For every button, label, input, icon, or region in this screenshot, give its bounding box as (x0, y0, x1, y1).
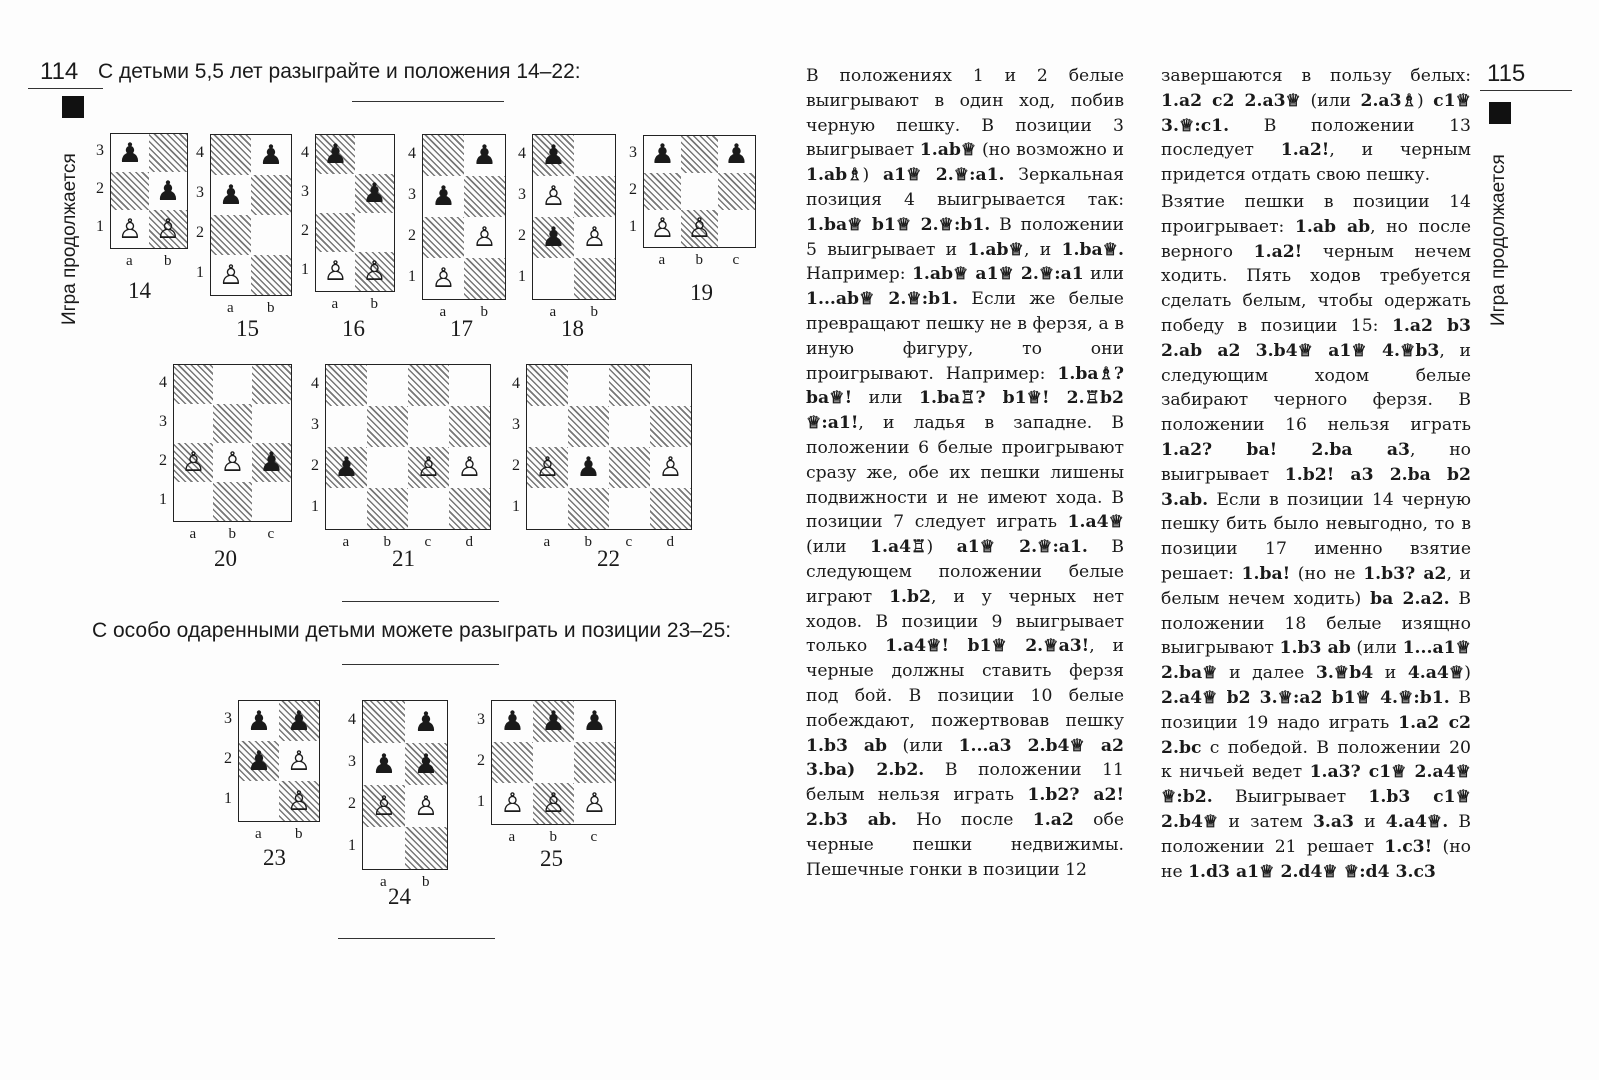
diagram-number: 24 (388, 884, 411, 909)
board-square (492, 742, 533, 783)
diagram-number: 19 (690, 280, 713, 305)
board-square (492, 783, 533, 824)
black-pawn-icon: ♟ (541, 706, 566, 737)
file-label: c (267, 526, 275, 542)
rank-label: 3 (512, 415, 520, 433)
file-label: a (439, 304, 447, 320)
board-square (650, 447, 691, 488)
board-square (568, 488, 609, 529)
white-pawn-icon: ♙ (413, 790, 439, 822)
board-square (609, 488, 650, 529)
board-square (355, 135, 394, 174)
board-square (718, 210, 755, 247)
board-square (355, 213, 394, 252)
board-square (405, 743, 447, 785)
board-square (363, 743, 405, 785)
text-paragraph: В положениях 1 и 2 белые выигрывают в один ход, побив черную пешку. В позиции 3 выигрывает 1.ab♕ (но возможно и 1.ab♗) a1♕ 2.♕:a1. Зеркальная позиция 4 выигрывается так: 1.ba♕ b1♕ 2.♕:b1. В положении 5 выигрывает и 1.ab♕, и 1.ba♕. Например: 1.ab♕ a1♕ 2.♕:a1 или 1...ab♕ 2.♕:b1. Если же белые превращают пешку не в ферзя, а в иную фигуру, то они проигрывают. Например: 1.ba♗? ba♕! или 1.ba♖? b1♕! 2.♖b2 ♕:a1!, и ладья в западне. В положении 6 белые проигрывают сразу же, обе их пешки лишены подвижности и не имеют хода. В позиции 7 следует играть 1.a4♕ (или 1.a4♖) a1♕ 2.♕:a1. В следующем положении белые играют 1.b2, и у черных нет ходов. В позиции 9 выигрывает только 1.a4♕! b1♕ 2.♕a3!, и черные должны ставить ферзя под бой. В позиции 10 белые побеждают, пожертвовав пешку 1.b3 ab (или 1...a3 2.b4♕ a2 3.ba) 2.b2. В положении 11 белым нельзя играть 1.b2? a2! 2.b3 ab. Но после 1.a2 обе черные пешки недвижимы. Пешечные гонки в позиции 12 (806, 66, 1125, 880)
board-square (211, 175, 251, 215)
board-square (363, 701, 405, 743)
rank-label: 3 (408, 185, 416, 203)
board-square (609, 406, 650, 447)
board-square (644, 210, 681, 247)
board-square (239, 741, 279, 781)
white-pawn-icon: ♙ (687, 213, 712, 244)
rank-label: 3 (159, 412, 167, 430)
black-pawn-icon: ♟ (246, 705, 272, 737)
file-label: b (549, 829, 557, 845)
header-rule-left (28, 88, 103, 89)
board-square (174, 443, 213, 482)
board-square (681, 173, 718, 210)
board-square (367, 488, 408, 529)
board-square (568, 365, 609, 406)
rank-label: 2 (512, 456, 520, 474)
file-label: a (549, 304, 557, 320)
rank-label: 1 (301, 260, 309, 278)
chess-diagram-15 (210, 134, 292, 296)
board-square (326, 447, 367, 488)
chess-diagram-19 (643, 135, 756, 248)
board-square (527, 447, 568, 488)
board-square (211, 255, 251, 295)
rank-label: 1 (96, 218, 104, 235)
board-square (405, 701, 447, 743)
board-square (251, 215, 291, 255)
file-label: a (342, 534, 350, 550)
rank-label: 1 (196, 264, 204, 281)
chess-diagram-18 (532, 134, 616, 300)
board-square (574, 176, 615, 217)
board-square (464, 258, 505, 299)
board-square (239, 781, 279, 821)
black-pawn-icon: ♟ (541, 140, 566, 171)
page-number-right: 115 (1487, 60, 1526, 87)
rank-label: 2 (159, 451, 167, 469)
rank-label: 2 (96, 180, 104, 197)
white-pawn-icon: ♙ (582, 222, 607, 253)
board-square (405, 785, 447, 827)
chess-diagram-21 (325, 364, 491, 530)
board-square (111, 210, 149, 248)
file-label: b (295, 826, 303, 842)
black-pawn-icon: ♟ (431, 181, 456, 212)
file-label: b (480, 304, 488, 320)
file-label: b (370, 296, 378, 312)
board-square (174, 482, 213, 521)
board-square (408, 406, 449, 447)
board-square (574, 783, 615, 824)
rank-label: 1 (629, 217, 637, 235)
chess-diagram-16 (315, 134, 395, 292)
rank-label: 2 (196, 224, 204, 241)
black-pawn-icon: ♟ (724, 139, 749, 170)
diagram-number: 14 (128, 278, 151, 303)
board-square (316, 252, 355, 291)
black-pawn-icon: ♟ (582, 706, 607, 737)
rank-label: 1 (311, 497, 319, 515)
board-square (609, 447, 650, 488)
board-square (355, 252, 394, 291)
rank-label: 1 (348, 837, 356, 854)
white-pawn-icon: ♙ (416, 452, 441, 483)
board-square (574, 742, 615, 783)
rank-label: 2 (224, 750, 232, 767)
board-square (533, 783, 574, 824)
board-square (644, 173, 681, 210)
black-pawn-icon: ♟ (650, 139, 675, 170)
board-square (423, 176, 464, 217)
file-label: b (695, 252, 703, 268)
board-square (718, 173, 755, 210)
board-square (213, 443, 252, 482)
text-column-1 (806, 64, 1124, 882)
diagram-number: 22 (597, 546, 620, 571)
file-label: c (424, 534, 432, 550)
section-marker-left (62, 96, 84, 118)
board-square (533, 135, 574, 176)
board-square (650, 488, 691, 529)
file-label: a (331, 296, 339, 312)
board-square (326, 365, 367, 406)
board-square (681, 210, 718, 247)
side-title-right: Игра продолжается (1488, 154, 1509, 326)
board-square (464, 135, 505, 176)
board-square (533, 742, 574, 783)
text-paragraph: завершаются в пользу белых: 1.a2 c2 2.a3♕ (или 2.a3♗) c1♕ 3.♕:c1. В положении 13 последует 1.a2!, и черным придется отдать свою пешку. (1161, 66, 1472, 186)
white-pawn-icon: ♙ (541, 181, 566, 212)
board-square (326, 488, 367, 529)
board-square (568, 447, 609, 488)
board-square (423, 217, 464, 258)
divider-middle (342, 601, 499, 602)
board-square (367, 447, 408, 488)
rank-label: 3 (348, 753, 356, 770)
rank-label: 2 (311, 456, 319, 474)
board-square (527, 406, 568, 447)
file-label: c (590, 829, 598, 845)
chess-diagram-14 (110, 133, 188, 249)
section-heading-2: С особо одаренными детьми можете разыграть и позиции 23–25: (92, 619, 732, 642)
black-pawn-icon: ♟ (371, 748, 397, 780)
text-column-2 (1161, 64, 1471, 884)
board-square (449, 488, 490, 529)
board-square (251, 135, 291, 175)
rank-label: 4 (196, 144, 204, 161)
rank-label: 3 (196, 184, 204, 201)
black-pawn-icon: ♟ (413, 748, 439, 780)
rank-label: 2 (629, 180, 637, 198)
rank-label: 1 (224, 790, 232, 807)
board-square (252, 482, 291, 521)
file-label: a (189, 526, 197, 542)
section-marker-right (1489, 102, 1511, 124)
file-label: a (255, 826, 262, 842)
file-label: b (267, 300, 275, 316)
divider-bottom (338, 938, 495, 939)
file-label: b (383, 534, 391, 550)
board-square (423, 258, 464, 299)
rank-label: 3 (96, 142, 104, 159)
file-label: a (126, 253, 133, 269)
rank-label: 1 (518, 267, 526, 285)
board-square (574, 258, 615, 299)
rank-label: 3 (311, 415, 319, 433)
rank-label: 3 (518, 185, 526, 203)
white-pawn-icon: ♙ (323, 256, 348, 287)
board-square (449, 447, 490, 488)
board-square (492, 701, 533, 742)
file-label: d (465, 534, 473, 550)
board-square (251, 175, 291, 215)
rank-label: 2 (301, 221, 309, 239)
white-pawn-icon: ♙ (218, 259, 244, 291)
black-pawn-icon: ♟ (500, 706, 525, 737)
white-pawn-icon: ♙ (457, 452, 482, 483)
file-label: b (590, 304, 598, 320)
divider-lower (342, 664, 499, 665)
rank-label: 1 (512, 497, 520, 515)
white-pawn-icon: ♙ (535, 452, 560, 483)
white-pawn-icon: ♙ (117, 213, 143, 245)
rank-label: 4 (518, 144, 526, 162)
board-square (174, 404, 213, 443)
rank-label: 2 (518, 226, 526, 244)
board-square (252, 443, 291, 482)
chess-diagram-23 (238, 700, 320, 822)
white-pawn-icon: ♙ (371, 790, 397, 822)
rank-label: 3 (301, 182, 309, 200)
board-square (211, 135, 251, 175)
diagram-number: 17 (450, 316, 473, 341)
board-square (111, 172, 149, 210)
white-pawn-icon: ♙ (155, 213, 181, 245)
board-square (464, 176, 505, 217)
diagram-number: 15 (236, 316, 259, 341)
board-square (111, 134, 149, 172)
divider-top (352, 101, 504, 102)
board-square (316, 174, 355, 213)
rank-label: 4 (159, 373, 167, 391)
text-paragraph: Взятие пешки в позиции 14 проигрывает: 1.ab ab, но после верного 1.a2! черным нечем ходить. Пять ходов требуется сделать белым, чтобы одержать победу в позиции 15: 1.a2 b3 2.ab a2 3.b4♕ a1♕ 4.♕b3, и следующим ходом белые забирают черного ферзя. В положении 16 нельзя играть 1.a2? ba! 2.ba a3, но выигрывает 1.b2! a3 2.ba b2 3.ab. Если в позиции 14 черную пешку бить было невыгодно, то в позиции 17 именно взятие решает: 1.ba! (но не 1.b3? a2, и белым нечем ходить) ba 2.a2. В положении 18 белые изящно выигрывают 1.b3 ab (или 1...a1♕ 2.ba♕ и далее 3.♕b4 и 4.a4♕) 2.a4♕ b2 3.♕:a2 b1♕ 4.♕:b1. В позиции 19 надо играть 1.a2 c2 2.bc с победой. В положении 20 к ничьей ведет 1.a3? c1♕ 2.a4♕ ♕:b2. Выигрывает 1.b3 c1♕ 2.b4♕ и затем 3.a3 и 4.a4♕. В положении 21 решает 1.c3! (но не 1.d3 a1♕ 2.d4♕ ♕:d4 3.c3 (1161, 191, 1472, 882)
side-title-left: Игра продолжается (59, 153, 80, 325)
black-pawn-icon: ♟ (334, 452, 359, 483)
rank-label: 4 (348, 711, 356, 728)
chess-diagram-20 (173, 364, 292, 522)
board-square (533, 258, 574, 299)
board-square (239, 701, 279, 741)
file-label: a (380, 874, 387, 890)
board-square (533, 701, 574, 742)
rank-label: 3 (477, 710, 485, 728)
rank-label: 1 (159, 490, 167, 508)
board-square (149, 210, 187, 248)
board-square (574, 217, 615, 258)
rank-label: 3 (629, 143, 637, 161)
chess-diagram-24 (362, 700, 448, 870)
white-pawn-icon: ♙ (472, 222, 497, 253)
board-square (279, 741, 319, 781)
board-square (363, 785, 405, 827)
section-heading-1: С детьми 5,5 лет разыграйте и положения 14–22: (98, 60, 581, 83)
board-square (533, 217, 574, 258)
board-square (449, 406, 490, 447)
rank-label: 1 (408, 267, 416, 285)
chess-diagram-22 (526, 364, 692, 530)
board-square (527, 365, 568, 406)
file-label: a (543, 534, 551, 550)
rank-label: 3 (224, 710, 232, 727)
board-square (316, 213, 355, 252)
diagram-number: 20 (214, 546, 237, 571)
board-square (574, 135, 615, 176)
board-square (464, 217, 505, 258)
white-pawn-icon: ♙ (541, 788, 566, 819)
board-square (367, 406, 408, 447)
board-square (574, 701, 615, 742)
file-label: b (422, 874, 430, 890)
board-square (174, 365, 213, 404)
black-pawn-icon: ♟ (155, 175, 181, 207)
board-square (681, 136, 718, 173)
rank-label: 4 (408, 144, 416, 162)
file-label: a (227, 300, 234, 316)
rank-label: 2 (348, 795, 356, 812)
board-square (650, 406, 691, 447)
white-pawn-icon: ♙ (286, 785, 312, 817)
board-square (609, 365, 650, 406)
board-square (211, 215, 251, 255)
black-pawn-icon: ♟ (323, 139, 348, 170)
file-label: a (658, 252, 666, 268)
rank-label: 4 (311, 374, 319, 392)
board-square (252, 365, 291, 404)
diagram-number: 23 (263, 845, 286, 870)
black-pawn-icon: ♟ (286, 705, 312, 737)
file-label: c (732, 252, 740, 268)
white-pawn-icon: ♙ (500, 788, 525, 819)
board-square (449, 365, 490, 406)
board-square (355, 174, 394, 213)
diagram-number: 18 (561, 316, 584, 341)
white-pawn-icon: ♙ (362, 256, 387, 287)
white-pawn-icon: ♙ (286, 745, 312, 777)
black-pawn-icon: ♟ (472, 140, 497, 171)
board-square (213, 482, 252, 521)
white-pawn-icon: ♙ (431, 263, 456, 294)
black-pawn-icon: ♟ (541, 222, 566, 253)
black-pawn-icon: ♟ (259, 447, 284, 478)
white-pawn-icon: ♙ (181, 447, 206, 478)
black-pawn-icon: ♟ (413, 706, 439, 738)
diagram-number: 16 (342, 316, 365, 341)
board-square (718, 136, 755, 173)
rank-label: 4 (301, 143, 309, 161)
file-label: b (584, 534, 592, 550)
board-square (408, 488, 449, 529)
board-square (527, 488, 568, 529)
black-pawn-icon: ♟ (246, 745, 272, 777)
file-label: a (508, 829, 516, 845)
board-square (326, 406, 367, 447)
black-pawn-icon: ♟ (117, 137, 143, 169)
board-square (650, 365, 691, 406)
file-label: c (625, 534, 633, 550)
rank-label: 1 (477, 792, 485, 810)
board-square (568, 406, 609, 447)
board-square (252, 404, 291, 443)
white-pawn-icon: ♙ (650, 213, 675, 244)
chess-diagram-17 (422, 134, 506, 300)
board-square (279, 701, 319, 741)
board-square (251, 255, 291, 295)
chess-diagram-25 (491, 700, 616, 825)
board-square (279, 781, 319, 821)
black-pawn-icon: ♟ (576, 452, 601, 483)
board-square (367, 365, 408, 406)
diagram-number: 21 (392, 546, 415, 571)
diagram-number: 25 (540, 846, 563, 871)
board-square (533, 176, 574, 217)
board-square (408, 365, 449, 406)
black-pawn-icon: ♟ (218, 179, 244, 211)
file-label: b (228, 526, 236, 542)
board-square (408, 447, 449, 488)
board-square (213, 404, 252, 443)
rank-label: 2 (408, 226, 416, 244)
rank-label: 4 (512, 374, 520, 392)
file-label: b (164, 253, 172, 269)
file-label: d (666, 534, 674, 550)
white-pawn-icon: ♙ (220, 447, 245, 478)
black-pawn-icon: ♟ (258, 139, 284, 171)
board-square (149, 134, 187, 172)
black-pawn-icon: ♟ (362, 178, 387, 209)
board-square (149, 172, 187, 210)
board-square (644, 136, 681, 173)
board-square (213, 365, 252, 404)
board-square (405, 827, 447, 869)
rank-label: 2 (477, 751, 485, 769)
board-square (423, 135, 464, 176)
white-pawn-icon: ♙ (658, 452, 683, 483)
board-square (316, 135, 355, 174)
white-pawn-icon: ♙ (582, 788, 607, 819)
board-square (363, 827, 405, 869)
header-rule-right (1480, 90, 1572, 91)
page-number-left: 114 (40, 58, 79, 85)
